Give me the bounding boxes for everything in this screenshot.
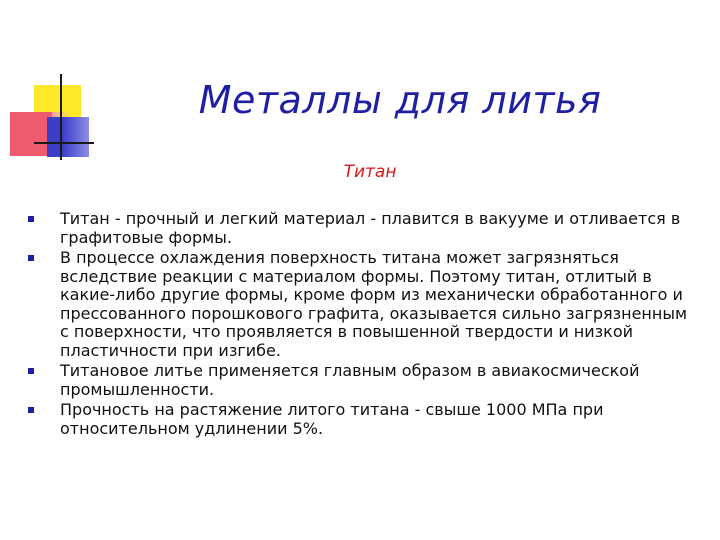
slide-subtitle: Титан bbox=[343, 162, 397, 182]
bullet-item bbox=[28, 401, 700, 438]
bullet-text: Титан - прочный и легкий материал - плавится в вакууме и отливается в графитовые формы. bbox=[60, 209, 681, 247]
deco-blue-fade bbox=[63, 117, 89, 157]
bullet-item bbox=[28, 210, 700, 247]
square-bullet-icon bbox=[28, 407, 34, 413]
deco-vertical-line bbox=[60, 74, 62, 160]
bullet-list bbox=[28, 210, 700, 440]
deco-red-square bbox=[10, 112, 52, 156]
deco-horizontal-line bbox=[34, 142, 94, 144]
square-bullet-icon bbox=[28, 255, 34, 261]
slide-title: Металлы для литья bbox=[198, 78, 602, 122]
bullet-text: В процессе охлаждения поверхность титана может загрязняться вследствие реакции с материалом формы. Поэтому титан, отлитый в какие-либо другие формы, кроме форм из механически обработанного и прессованного порошкового графита, оказывается сильно загрязненным с поверхности, что проявляется в повышенной твердости и низкой пластичности при изгибе. bbox=[60, 248, 688, 360]
square-bullet-icon bbox=[28, 216, 34, 222]
bullet-item bbox=[28, 362, 700, 399]
bullet-text: Титановое литье применяется главным образом в авиакосмической промышленности. bbox=[60, 361, 640, 399]
bullet-text: Прочность на растяжение литого титана - свыше 1000 МПа при относительном удлинении 5%. bbox=[60, 400, 604, 438]
bullet-item bbox=[28, 249, 700, 360]
square-bullet-icon bbox=[28, 368, 34, 374]
